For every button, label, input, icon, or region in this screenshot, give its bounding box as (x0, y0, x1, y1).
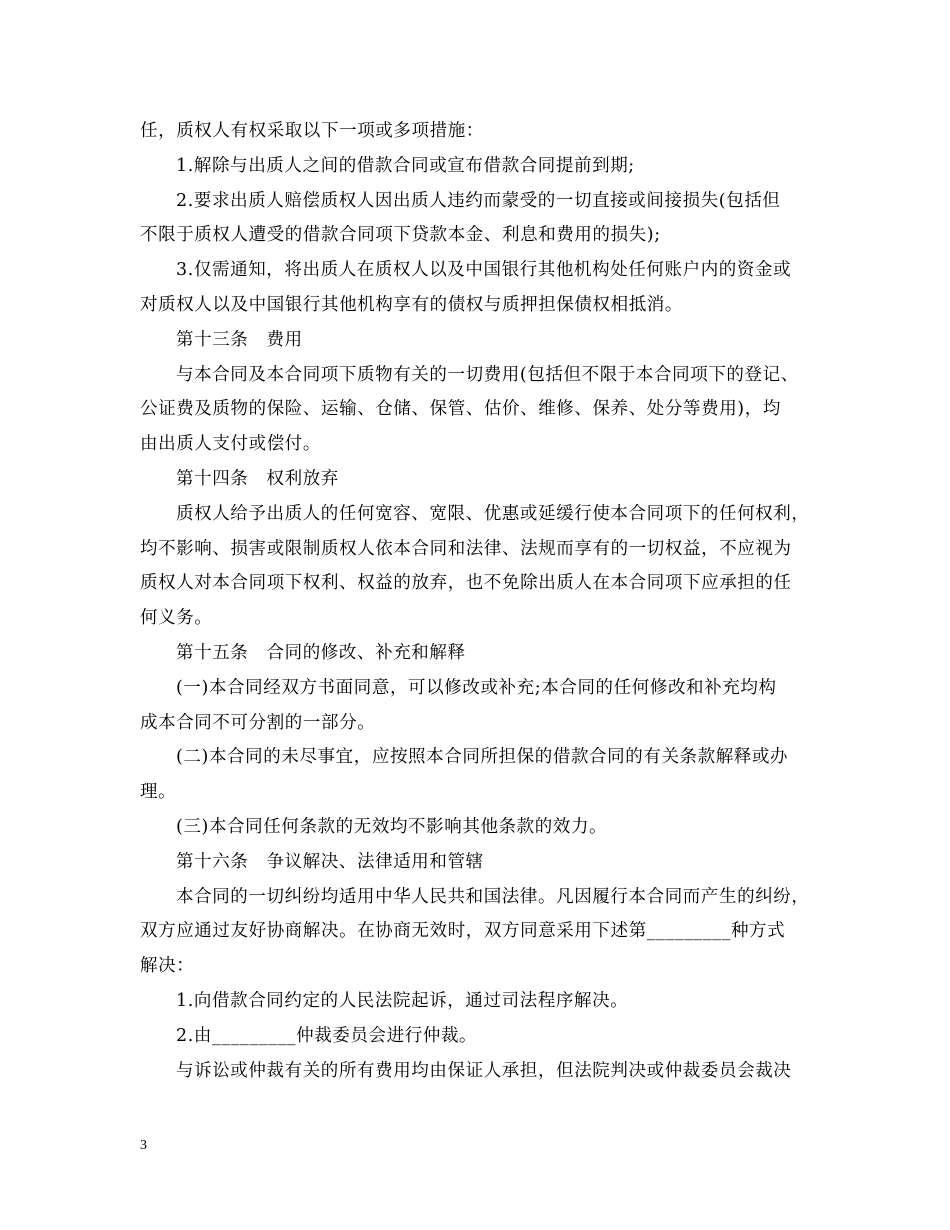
paragraph-line: 与诉讼或仲裁有关的所有费用均由保证人承担，但法院判决或仲裁委员会裁决 (176, 1060, 792, 1081)
text-line: 对质权人以及中国银行其他机构享有的债权与质押担保债权相抵消。 (140, 294, 683, 315)
text-line: 由出质人支付或偿付。 (140, 434, 321, 455)
text-line: 理。 (140, 782, 177, 803)
text-line: 质权人对本合同项下权利、权益的放弃，也不免除出质人在本合同项下应承担的任 (140, 573, 792, 594)
text-line: 公证费及质物的保险、运输、仓储、保管、估价、维修、保养、处分等费用)，均 (140, 399, 781, 420)
list-item: 2.由_________仲裁委员会进行仲裁。 (176, 1025, 478, 1046)
text-line: 何义务。 (140, 608, 213, 629)
text-line: 成本合同不可分割的一部分。 (140, 712, 376, 733)
text-line: 均不影响、损害或限制质权人依本合同和法律、法规而享有的一切权益，不应视为 (140, 538, 792, 559)
list-item: 1.解除与出质人之间的借款合同或宣布借款合同提前到期; (176, 155, 635, 176)
text-line: 解决： (140, 956, 195, 977)
paragraph-line: 质权人给予出质人的任何宽容、宽限、优惠或延缓行使本合同项下的任何权利， (176, 503, 810, 524)
list-item: (一)本合同经双方书面同意，可以修改或补充;本合同的任何修改和补充均构 (176, 677, 777, 698)
text-line: 双方应通过友好协商解决。在协商无效时，双方同意采用下述第_________种方式 (140, 921, 786, 942)
text-line: 任，质权人有权采取以下一项或多项措施： (140, 121, 484, 141)
article-heading: 第十五条 合同的修改、补充和解释 (176, 642, 466, 663)
article-heading: 第十三条 费用 (176, 329, 303, 350)
article-heading: 第十四条 权利放弃 (176, 468, 339, 489)
paragraph-line: 本合同的一切纠纷均适用中华人民共和国法律。凡因履行本合同而产生的纠纷， (176, 886, 810, 907)
list-item: (二)本合同的未尽事宜，应按照本合同所担保的借款合同的有关条款解释或办 (176, 747, 789, 768)
text-line: 不限于质权人遭受的借款合同项下贷款本金、利息和费用的损失); (140, 225, 661, 246)
list-item: 1.向借款合同约定的人民法院起诉，通过司法程序解决。 (176, 990, 629, 1011)
page-number: 3 (140, 1138, 147, 1153)
article-heading: 第十六条 争议解决、法律适用和管辖 (176, 851, 484, 872)
paragraph-line: 与本合同及本合同项下质物有关的一切费用(包括但不限于本合同项下的登记、 (176, 364, 799, 385)
list-item: 3.仅需通知，将出质人在质权人以及中国银行其他机构处任何账户内的资金或 (176, 260, 792, 281)
document-body (140, 114, 824, 1088)
list-item: (三)本合同任何条款的无效均不影响其他条款的效力。 (176, 816, 608, 837)
list-item: 2.要求出质人赔偿质权人因出质人违约而蒙受的一切直接或间接损失(包括但 (176, 190, 781, 211)
